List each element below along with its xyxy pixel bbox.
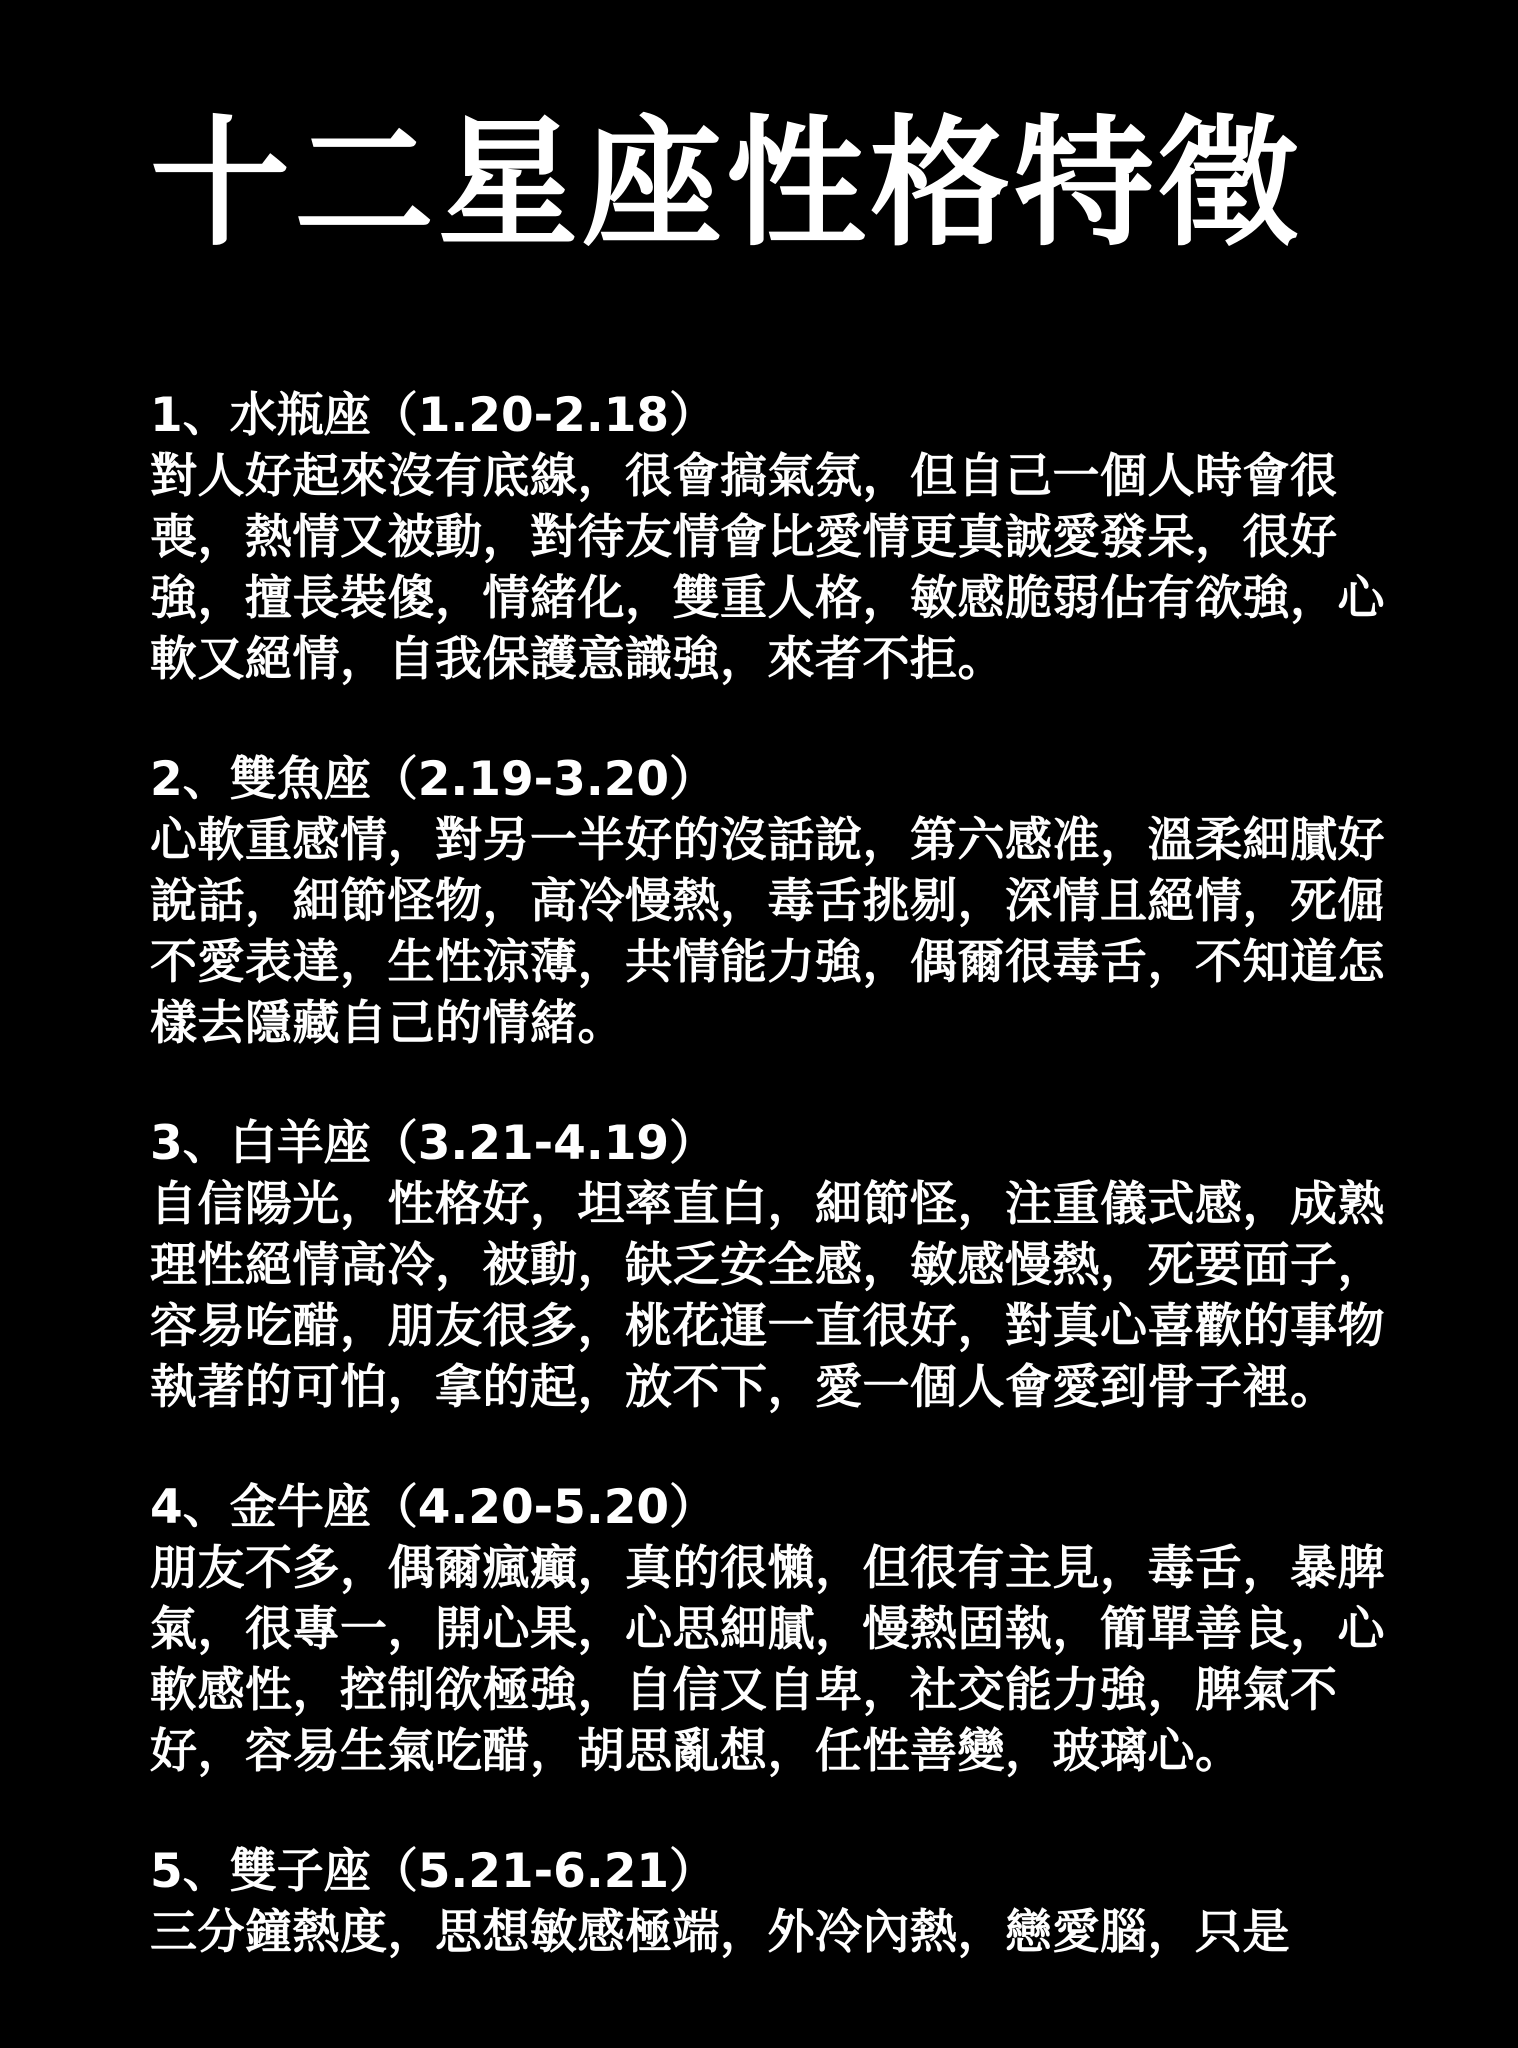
section-heading: 3、白羊座（3.21-4.19） — [150, 1116, 717, 1171]
section-heading: 5、雙子座（5.21-6.21） — [150, 1844, 717, 1899]
page-title: 十二星座性格特徵 — [150, 103, 1303, 266]
section-heading: 2、雙魚座（2.19-3.20） — [150, 752, 717, 807]
section-pisces — [150, 749, 1385, 1054]
section-body: 三分鐘熱度，思想敏感極端，外冷內熱，戀愛腦，只是 — [150, 1905, 1290, 1960]
section-aquarius — [150, 385, 1385, 690]
section-gemini — [150, 1841, 1385, 1963]
section-taurus — [150, 1477, 1385, 1782]
section-body: 朋友不多，偶爾瘋癲，真的很懶，但很有主見，毒舌，暴脾氣，很專一，開心果，心思細膩，慢熱固執，簡單善良，心軟感性，控制欲極強，自信又自卑，社交能力強，脾氣不好，容易生氣吃醋，胡思亂想，任性善變，玻璃心。 — [150, 1541, 1385, 1779]
section-heading: 4、金牛座（4.20-5.20） — [150, 1480, 717, 1535]
section-body: 自信陽光，性格好，坦率直白，細節怪，注重儀式感，成熟理性絕情高冷，被動，缺乏安全感，敏感慢熱，死要面子，容易吃醋，朋友很多，桃花運一直很好，對真心喜歡的事物執著的可怕，拿的起，放不下，愛一個人會愛到骨子裡。 — [150, 1177, 1385, 1415]
section-body: 對人好起來沒有底線，很會搞氣氛，但自己一個人時會很喪，熱情又被動，對待友情會比愛情更真誠愛發呆，很好強，擅長裝傻，情緒化，雙重人格，敏感脆弱佔有欲強，心軟又絕情，自我保護意識強，來者不拒。 — [150, 449, 1385, 687]
sections-list — [150, 385, 1385, 2022]
section-heading: 1、水瓶座（1.20-2.18） — [150, 388, 717, 443]
section-aries — [150, 1113, 1385, 1418]
section-body: 心軟重感情，對另一半好的沒話說，第六感准，溫柔細膩好說話，細節怪物，高冷慢熱，毒舌挑剔，深情且絕情，死倔不愛表達，生性涼薄，共情能力強，偶爾很毒舌，不知道怎樣去隱藏自己的情緒。 — [150, 813, 1385, 1051]
